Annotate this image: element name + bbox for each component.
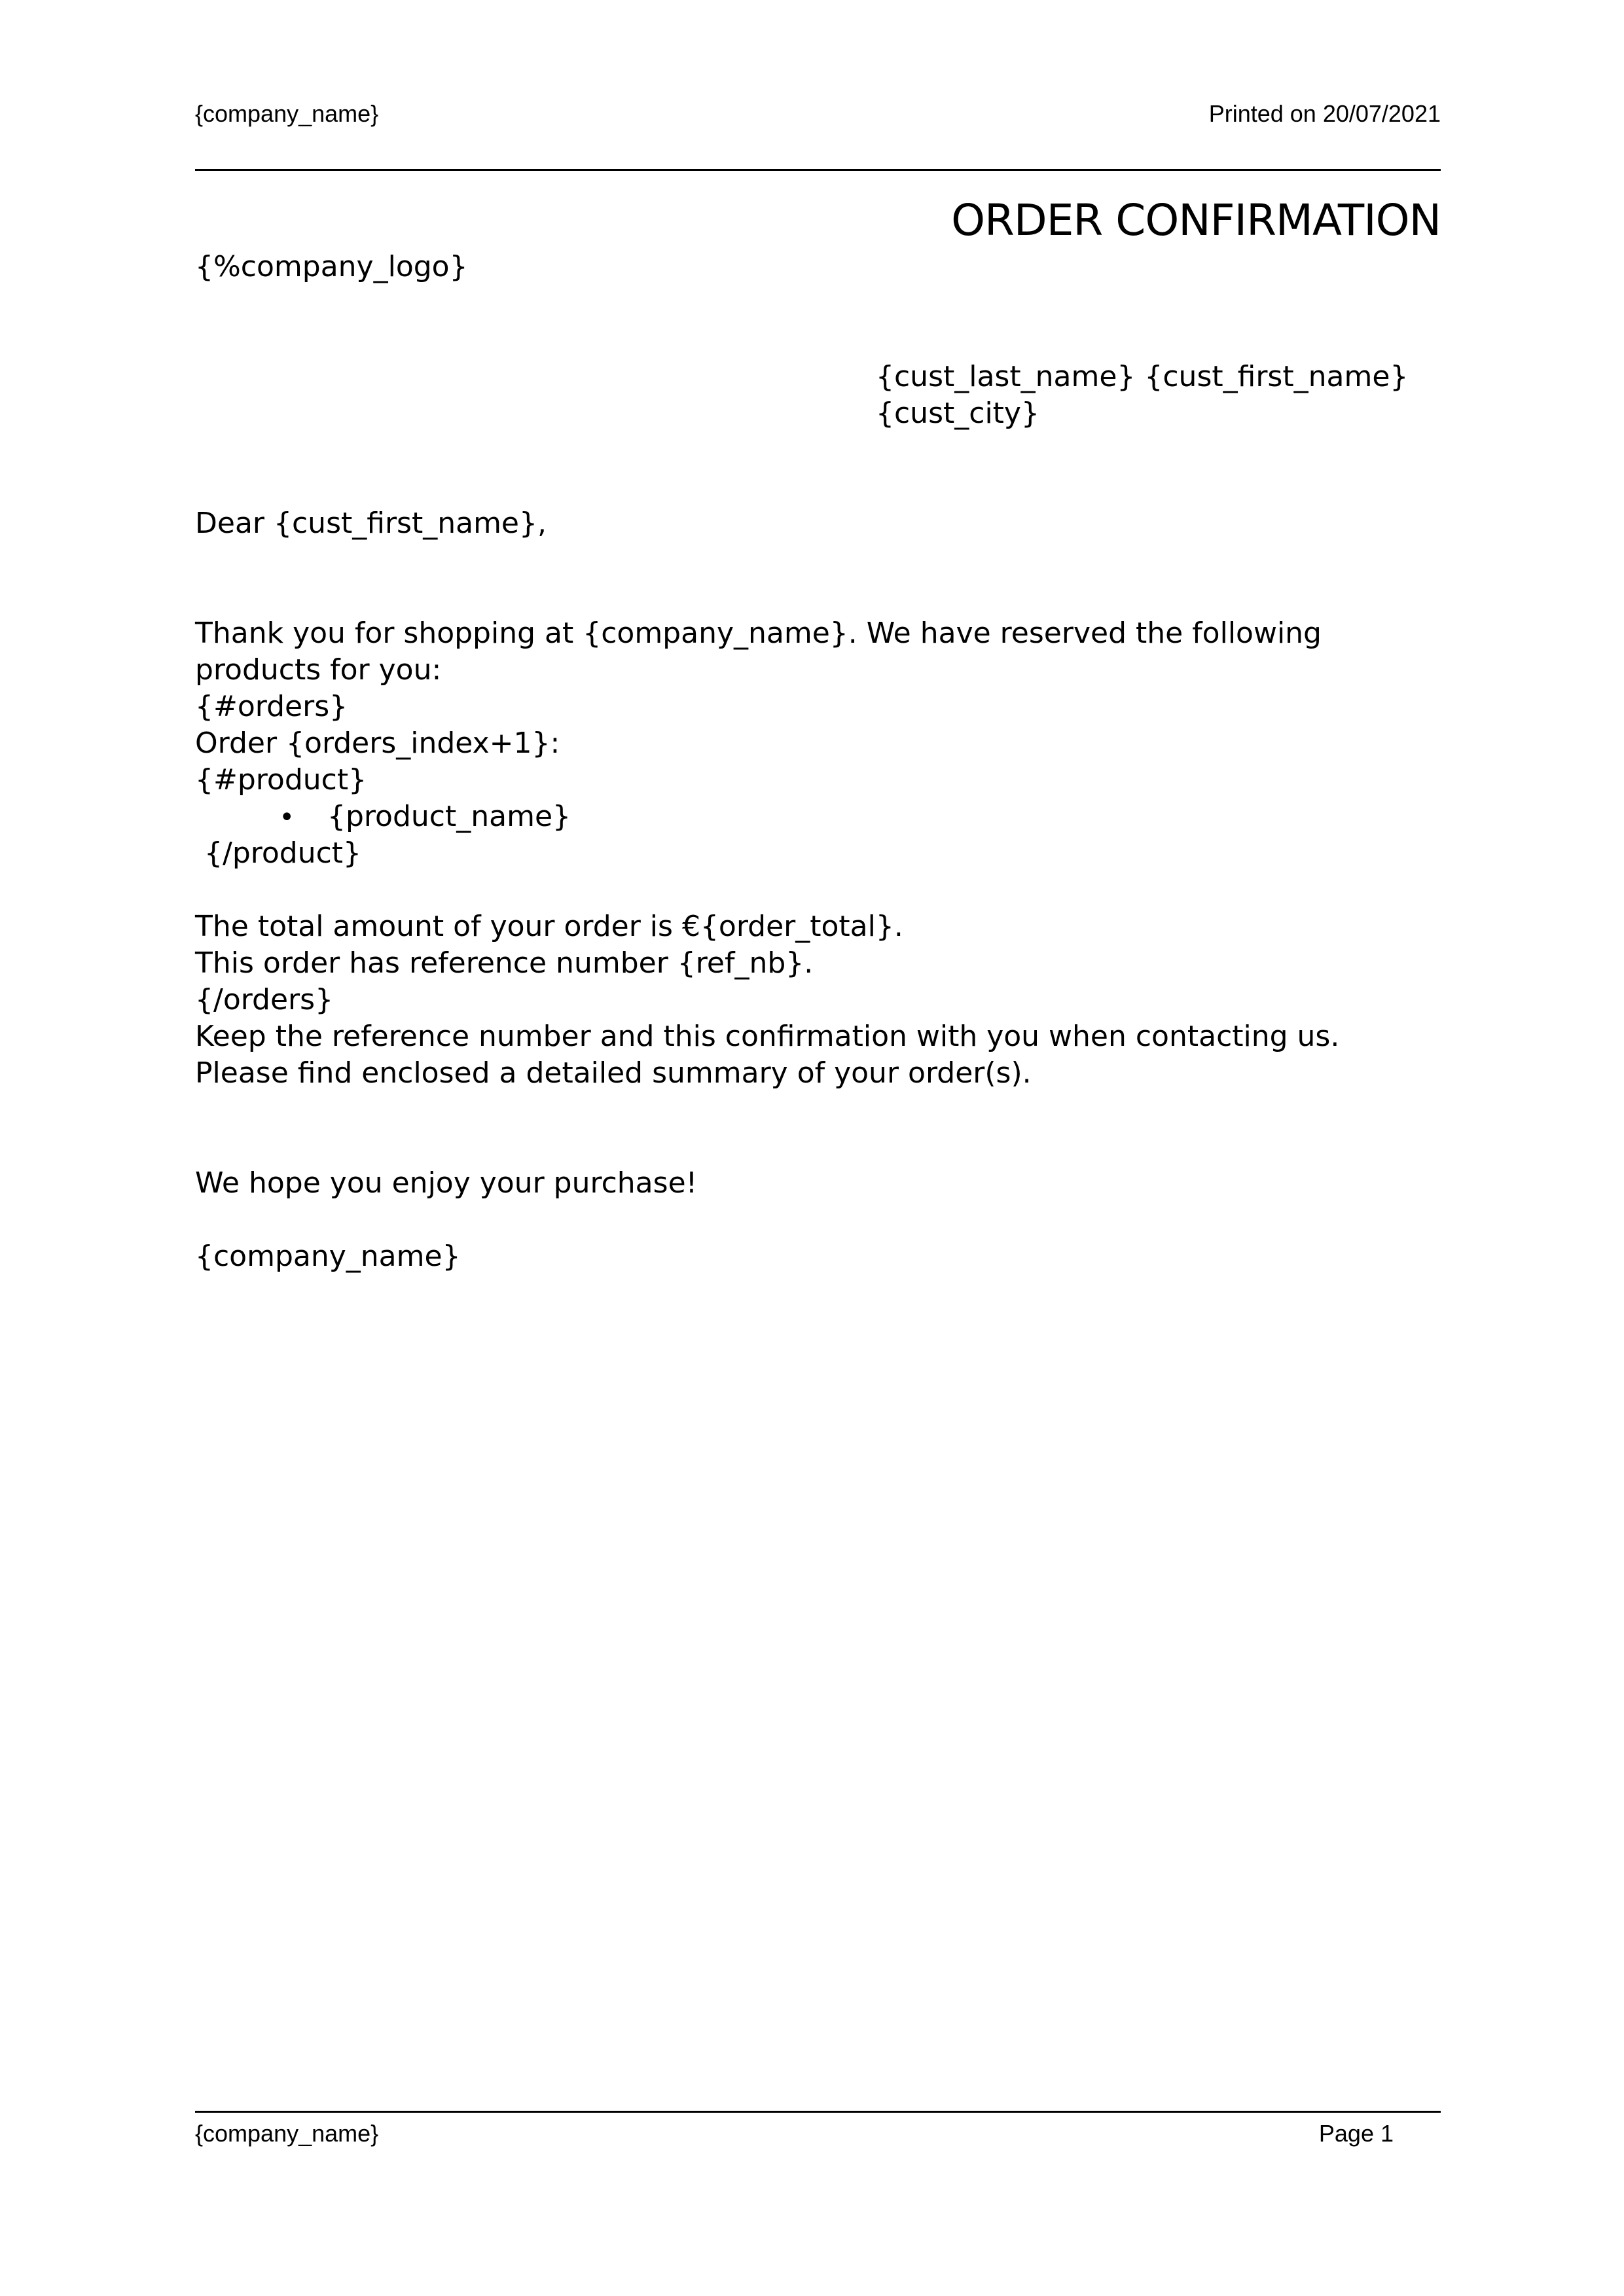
- header-printed-date: Printed on 20/07/2021: [1208, 100, 1441, 127]
- spacer: [195, 1092, 1445, 1128]
- spacer: [195, 1128, 1445, 1165]
- footer-company-name: {company_name}: [195, 2120, 379, 2147]
- footer-page-number: Page 1: [1318, 2120, 1394, 2147]
- orders-loop-close: {/orders}: [195, 983, 334, 1016]
- header-divider: [195, 169, 1441, 171]
- spacer: [195, 579, 1445, 615]
- bullet-icon: •: [279, 802, 295, 833]
- product-name-placeholder: {product_name}: [327, 800, 571, 833]
- spacer: [195, 872, 1445, 908]
- document-title: ORDER CONFIRMATION: [951, 195, 1441, 245]
- spacer: [195, 1202, 1445, 1238]
- customer-address-block: [876, 359, 1408, 432]
- keep-reference-line: Keep the reference number and this confirmation with you when contacting us.: [195, 1020, 1340, 1053]
- summary-line: Please find enclosed a detailed summary of your order(s).: [195, 1056, 1032, 1090]
- product-loop-close: {/product}: [204, 836, 362, 870]
- signature: {company_name}: [195, 1240, 461, 1273]
- order-total-line: The total amount of your order is €{order_total}.: [195, 910, 903, 943]
- company-logo-placeholder: {%company_logo}: [195, 250, 468, 283]
- product-list-item: [195, 798, 1445, 835]
- header-company-name: {company_name}: [195, 100, 379, 127]
- salutation: Dear {cust_first_name},: [195, 507, 547, 540]
- reference-number-line: This order has reference number {ref_nb}.: [195, 946, 814, 980]
- product-loop-open: {#product}: [195, 763, 367, 797]
- orders-loop-open: {#orders}: [195, 690, 348, 723]
- customer-name-line: {cust_last_name} {cust_first_name}: [876, 360, 1409, 393]
- spacer: [195, 542, 1445, 579]
- closing-line: We hope you enjoy your purchase!: [195, 1166, 698, 1200]
- footer-divider: [195, 2111, 1441, 2113]
- intro-paragraph: Thank you for shopping at {company_name}. We have reserved the following products for you:: [195, 617, 1322, 687]
- letter-body: [195, 505, 1445, 1275]
- customer-city-line: {cust_city}: [876, 397, 1039, 430]
- order-index-line: Order {orders_index+1}:: [195, 726, 560, 760]
